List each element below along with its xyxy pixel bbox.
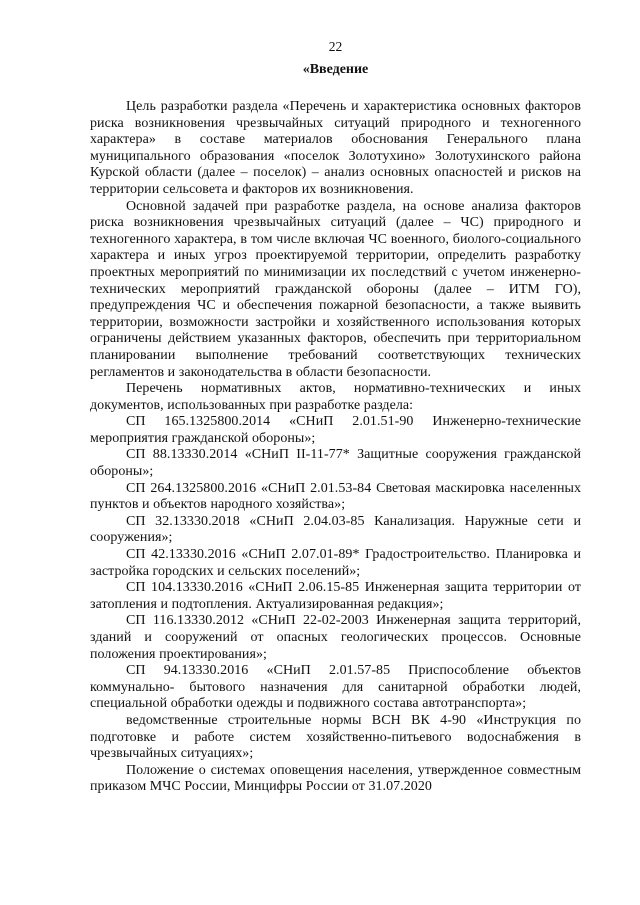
document-list-item: ведомственные строительные нормы ВСН ВК 4-90 «Инструкция по подготовке и работе систем хозяйственно-питьевого водоснабжения в чрезвычайных ситуациях»; [90, 712, 581, 762]
paragraph-purpose: Цель разработки раздела «Перечень и характеристика основных факторов риска возникновения чрезвычайных ситуаций природного и техногенного характера» в составе материалов обоснования Генерального плана муниципального образования «поселок Золотухино» Золотухинского района Курской области (далее – поселок) – анализ основных опасностей и рисков на территории сельсовета и факторов их возникновения. [90, 99, 581, 197]
document-list-item: СП 104.13330.2016 «СНиП 2.06.15-85 Инженерная защита территории от затопления и подтопления. Актуализированная редакция»; [90, 580, 581, 612]
document-list-item: СП 32.13330.2018 «СНиП 2.04.03-85 Канализация. Наружные сети и сооружения»; [90, 513, 581, 546]
paragraph-documents-intro: Перечень нормативных актов, нормативно-технических и иных документов, использованных при разработке раздела: [90, 381, 581, 413]
document-list-item: СП 88.13330.2014 «СНиП II-11-77* Защитные сооружения гражданской обороны»; [90, 447, 581, 480]
document-list-item: СП 42.13330.2016 «СНиП 2.07.01-89* Градостроительство. Планировка и застройка городских и сельских поселений»; [90, 547, 581, 579]
document-list-item: СП 264.1325800.2016 «СНиП 2.01.53-84 Световая маскировка населенных пунктов и объектов народного хозяйства»; [90, 480, 581, 513]
document-list-item: Положение о системах оповещения населения, утвержденное совместным приказом МЧС России, Минцифры России от 31.07.2020 [90, 762, 581, 795]
document-list-item: СП 165.1325800.2014 «СНиП 2.01.51-90 Инженерно-технические мероприятия гражданской обороны»; [90, 414, 581, 446]
section-heading: «Введение [302, 62, 369, 77]
document-list-item: СП 94.13330.2016 «СНиП 2.01.57-85 Приспособление объектов коммунально- бытового назначения для санитарной обработки людей, специальной обработки одежды и подвижного состава автотранспорта»; [90, 663, 581, 712]
page-number: 22 [328, 39, 343, 54]
paragraph-main-task: Основной задачей при разработке раздела, на основе анализа факторов риска возникновения чрезвычайных ситуаций (далее – ЧС) природного и техногенного характера, в том числе включая ЧС военного, биолого-социального характера и иных угроз проектируемой территории, определить разработку проектных мероприятий по минимизации их последствий с учетом инженерно-технических мероприятий гражданской обороны (далее – ИТМ ГО), предупреждения ЧС и обеспечения пожарной безопасности, а также выявить территории, возможности застройки и хозяйственного использования которых ограничены действием указанных факторов, обеспечить при территориальном планировании выполнение требований соответствующих технических регламентов и законодательства в области безопасности. [90, 198, 581, 380]
document-list-item: СП 116.13330.2012 «СНиП 22-02-2003 Инженерная защита территорий, зданий и сооружений от опасных геологических процессов. Основные положения проектирования»; [90, 613, 581, 662]
